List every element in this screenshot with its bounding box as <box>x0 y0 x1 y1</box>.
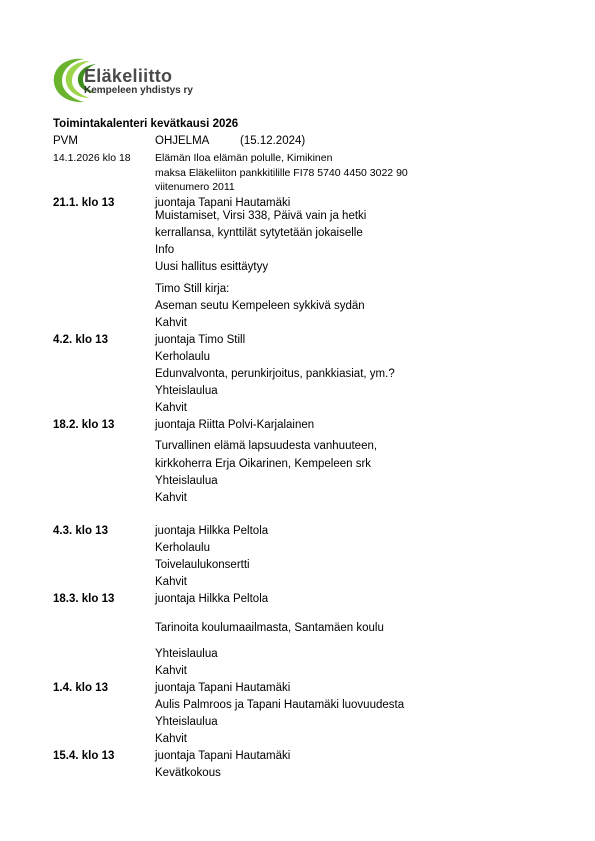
entry-line: Yhteislaulua <box>155 648 218 660</box>
entry-line: Elämän Iloa elämän polulle, Kimikinen <box>155 152 333 164</box>
entry-line: juontaja Tapani Hautamäki <box>155 750 291 762</box>
entry-line: Kerholaulu <box>155 351 210 363</box>
logo-subtitle: Kempeleen yhdistys ry <box>84 85 193 96</box>
entry-date: 14.1.2026 klo 18 <box>53 152 131 164</box>
entry-line: Kahvit <box>155 402 187 414</box>
entry-date: 4.2. klo 13 <box>53 334 108 346</box>
entry-line: juontaja Riitta Polvi-Karjalainen <box>155 419 315 431</box>
entry-line: Kahvit <box>155 665 187 677</box>
organization-logo <box>50 55 220 105</box>
entry-line: Timo Still kirja: <box>155 283 230 295</box>
entry-line: maksa Eläkeliiton pankkitilille FI78 5740 4450 3022 90 <box>155 167 408 179</box>
version-date: (15.12.2024) <box>240 135 306 147</box>
entry-line: Edunvalvonta, perunkirjoitus, pankkiasiat, ym.? <box>155 368 395 380</box>
entry-line: juontaja Hilkka Peltola <box>155 525 269 537</box>
entry-line: Uusi hallitus esittäytyy <box>155 261 269 273</box>
entry-line: Muistamiset, Virsi 338, Päivä vain ja hetki <box>155 210 367 222</box>
entry-date: 21.1. klo 13 <box>53 197 115 209</box>
entry-date: 18.2. klo 13 <box>53 419 115 431</box>
entry-date: 15.4. klo 13 <box>53 750 115 762</box>
entry-line: Yhteislaulua <box>155 475 218 487</box>
entry-line: Info <box>155 244 175 256</box>
entry-date: 1.4. klo 13 <box>53 682 108 694</box>
entry-date: 18.3. klo 13 <box>53 593 115 605</box>
entry-line: Kahvit <box>155 576 187 588</box>
entry-line: kerrallansa, kynttilät sytytetään jokaiselle <box>155 227 363 239</box>
entry-date: 4.3. klo 13 <box>53 525 108 537</box>
entry-line: Turvallinen elämä lapsuudesta vanhuuteen, <box>155 440 378 452</box>
entry-line: Toivelaulukonsertti <box>155 559 250 571</box>
column-header-date: PVM <box>53 135 78 147</box>
entry-line: Kevätkokous <box>155 767 221 779</box>
column-header-program: OHJELMA <box>155 135 210 147</box>
entry-line: kirkkoherra Erja Oikarinen, Kempeleen srk <box>155 458 372 470</box>
entry-line: juontaja Tapani Hautamäki <box>155 682 291 694</box>
entry-line: Kerholaulu <box>155 542 210 554</box>
entry-line: Tarinoita koulumaailmasta, Santamäen koulu <box>155 622 384 634</box>
entry-line: Kahvit <box>155 317 187 329</box>
entry-line: juontaja Timo Still <box>155 334 246 346</box>
entry-line: Yhteislaulua <box>155 716 218 728</box>
entry-line: Kahvit <box>155 733 187 745</box>
page-title: Toimintakalenteri kevätkausi 2026 <box>53 118 239 130</box>
entry-line: Aseman seutu Kempeleen sykkivä sydän <box>155 300 365 312</box>
entry-line: Aulis Palmroos ja Tapani Hautamäki luovuudesta <box>155 699 405 711</box>
logo-name: Eläkeliitto <box>84 66 173 86</box>
entry-line: viitenumero 2011 <box>155 181 235 193</box>
entry-line: Yhteislaulua <box>155 385 218 397</box>
entry-line: juontaja Hilkka Peltola <box>155 593 269 605</box>
entry-line: juontaja Tapani Hautamäki <box>155 197 291 209</box>
entry-line: Kahvit <box>155 492 187 504</box>
